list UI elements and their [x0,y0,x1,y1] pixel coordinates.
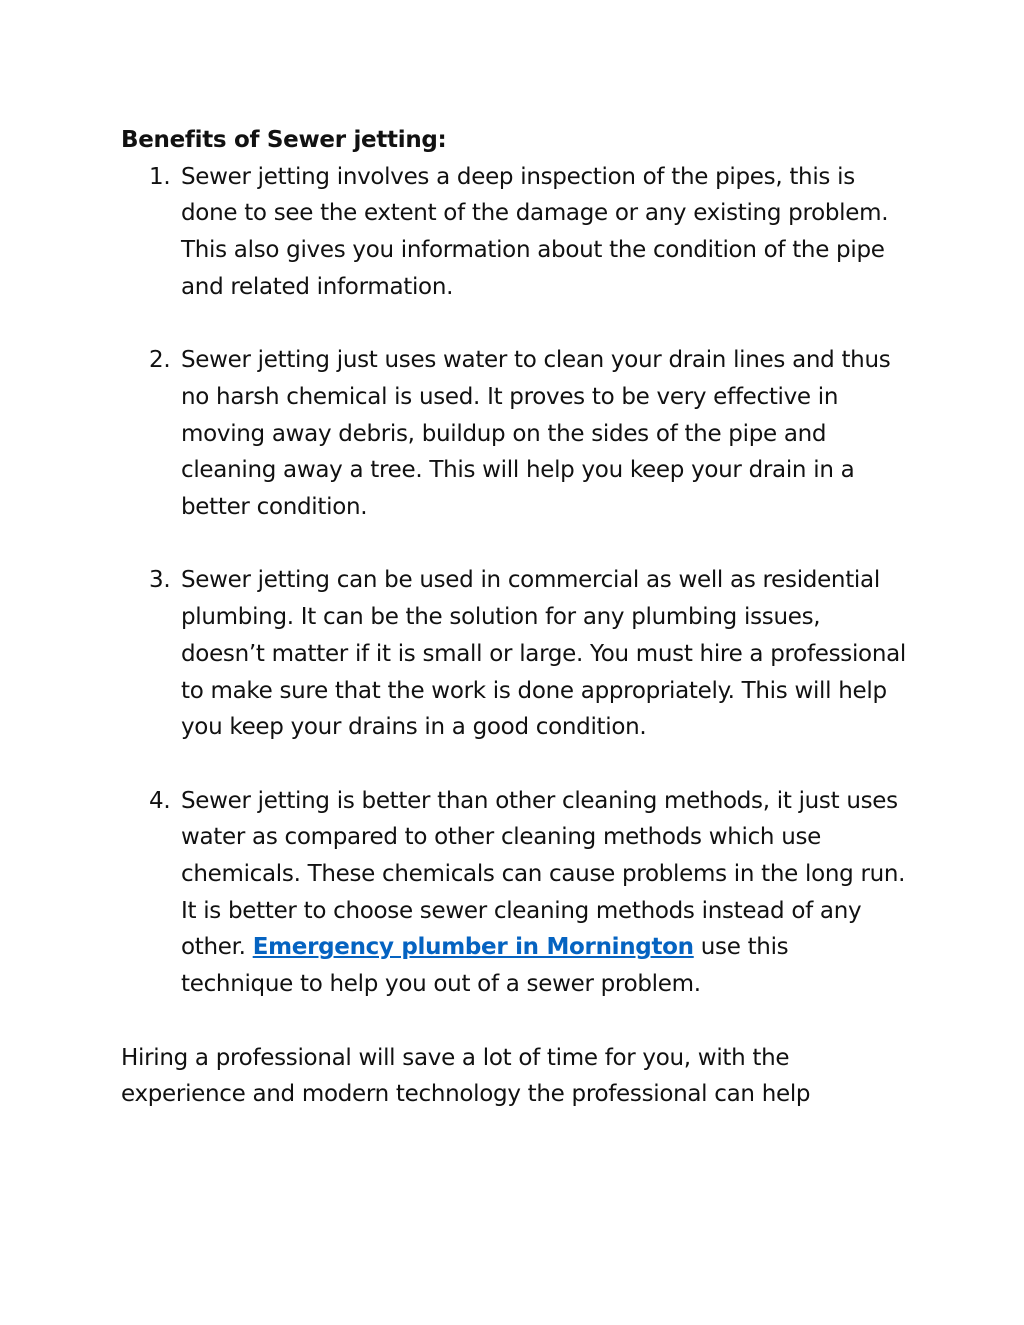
list-item-text-after-link: use this technique to help you out of a sewer problem. [181,934,789,998]
document-body [121,122,921,1113]
list-item [121,562,907,746]
list-number: 4. [149,787,171,814]
section-heading: Benefits of Sewer jetting: [121,127,447,153]
benefits-list [121,159,921,1003]
list-item-text: Sewer jetting involves a deep inspection of the pipes, this is done to see the extent of the damage or any existing problem. This also gives you information about the condition of the pipe and related information. [181,163,889,300]
list-item-text-before-link: Sewer jetting is better than other cleaning methods, it just uses water as compared to other cleaning methods which use chemicals. These chemicals can cause problems in the long run. It is better to choose sewer cleaning methods instead of any other. [181,787,906,961]
list-number: 1. [149,163,171,190]
list-item-text: Sewer jetting just uses water to clean your drain lines and thus no harsh chemical is used. It proves to be very effective in moving away debris, buildup on the sides of the pipe and cleaning away a tree. This will help you keep your drain in a better condition. [181,347,891,521]
list-item [121,783,907,1003]
list-number: 2. [149,347,171,374]
list-item-text: Sewer jetting can be used in commercial as well as residential plumbing. It can be the solution for any plumbing issues, doesn’t matter if it is small or large. You must hire a professional to make sure that the work is done appropriately. This will help you keep your drains in a good condition. [181,567,906,741]
list-number: 3. [149,567,171,594]
list-item [121,342,907,526]
list-item [121,159,907,306]
closing-paragraph: Hiring a professional will save a lot of time for you, with the experience and modern technology the professional can help [121,1044,811,1108]
emergency-plumber-link[interactable]: Emergency plumber in Mornington [252,934,694,961]
